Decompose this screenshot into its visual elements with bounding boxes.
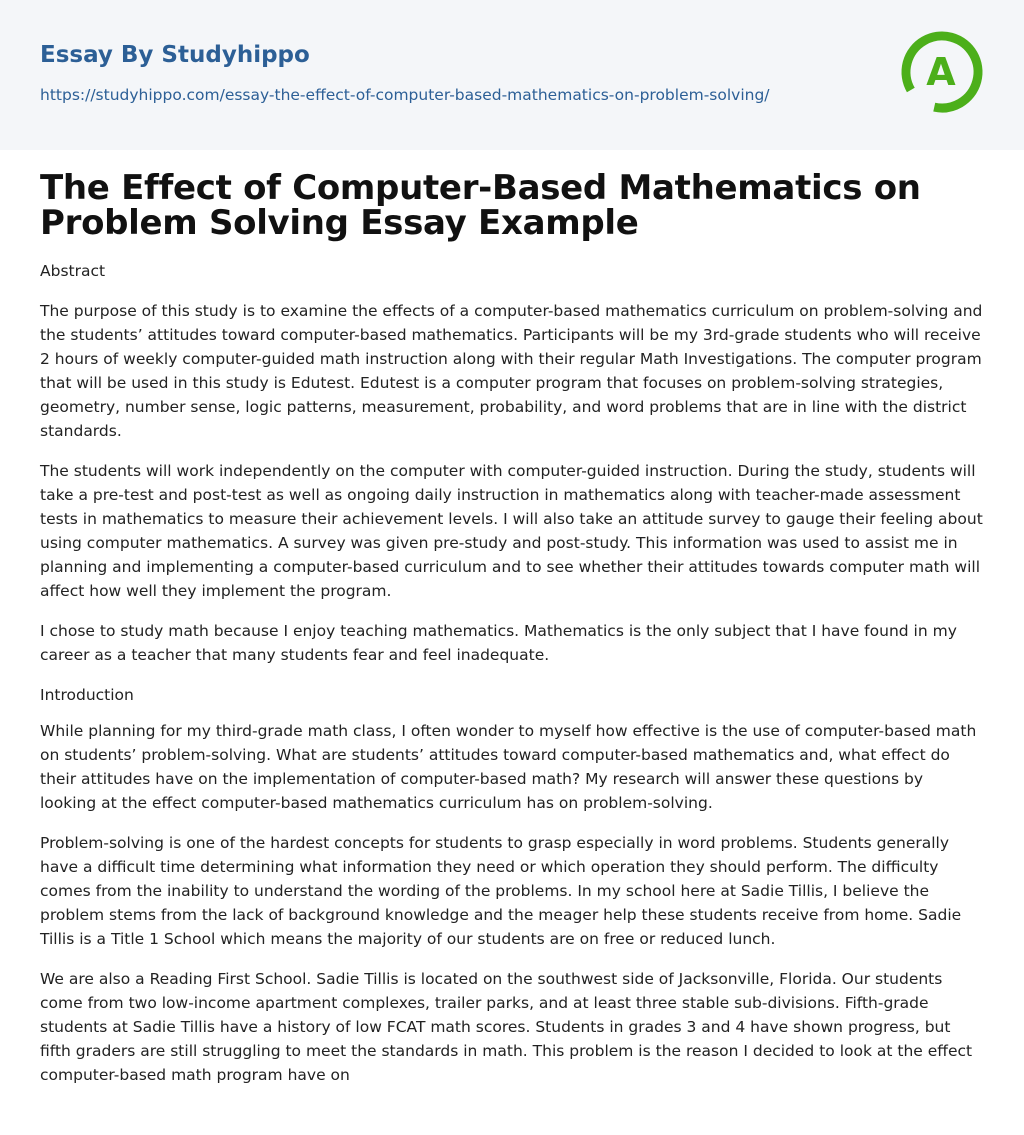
paragraph-1: The purpose of this study is to examine the effects of a computer-based mathematics curriculum on problem-solving and the students’ attitudes toward computer-based mathematics. Participants will be my 3rd-grade students who will receive 2 hours of weekly computer-guided math instruction along with their regular Math Investigations. The computer program that will be used in this study is Edutest. Edutest is a computer program that focuses on problem-solving strategies, geometry, number sense, logic patterns, measurement, probability, and word problems that are in line with the district standards.: [40, 302, 983, 440]
paragraph-2: The students will work independently on the computer with computer-guided instruction. During the study, students will take a pre-test and post-test as well as ongoing daily instruction in mathematics along with teacher-made assessment tests in mathematics to measure their achievement levels. I will also take an attitude survey to gauge their feeling about using computer mathematics. A survey was given pre-study and post-study. This information was used to assist me in planning and implementing a computer-based curriculum and to see whether their attitudes towards computer math will affect how well they implement the program.: [40, 462, 983, 600]
studyhippo-logo-icon[interactable]: [898, 28, 986, 116]
page-title: The Effect of Computer-Based Mathematics on Problem Solving Essay Example: [40, 168, 921, 243]
article-body: [0, 168, 1024, 1087]
paragraph-3: I chose to study math because I enjoy teaching mathematics. Mathematics is the only subject that I have found in my career as a teacher that many students fear and feel inadequate.: [40, 622, 957, 664]
paragraph-5: Problem-solving is one of the hardest concepts for students to grasp especially in word problems. Students generally have a difficult time determining what information they need or which operation they should perform. The difficulty comes from the inability to understand the wording of the problems. In my school here at Sadie Tillis, I believe the problem stems from the lack of background knowledge and the meager help these students receive from home. Sadie Tillis is a Title 1 School which means the majority of our students are on free or reduced lunch.: [40, 834, 962, 948]
source-url-link[interactable]: https://studyhippo.com/essay-the-effect-of-computer-based-mathematics-on-problem-solving/: [40, 86, 770, 104]
introduction-heading: Introduction: [40, 686, 134, 704]
site-header: [0, 0, 1024, 150]
paragraph-4: While planning for my third-grade math class, I often wonder to myself how effective is the use of computer-based math on students’ problem-solving. What are students’ attitudes toward computer-based mathematics and, what effect do their attitudes have on the implementation of computer-based math? My research will answer these questions by looking at the effect computer-based mathematics curriculum has on problem-solving.: [40, 722, 977, 812]
logo-letter: A: [926, 50, 956, 94]
paragraph-6: We are also a Reading First School. Sadie Tillis is located on the southwest side of Jacksonville, Florida. Our students come from two low-income apartment complexes, trailer parks, and at least three stable sub-divisions. Fifth-grade students at Sadie Tillis have a history of low FCAT math scores. Students in grades 3 and 4 have shown progress, but fifth graders are still struggling to meet the standards in math. This problem is the reason I decided to look at the effect computer-based math program have on: [40, 970, 973, 1084]
abstract-heading: Abstract: [40, 262, 106, 280]
site-title[interactable]: Essay By Studyhippo: [40, 42, 310, 68]
